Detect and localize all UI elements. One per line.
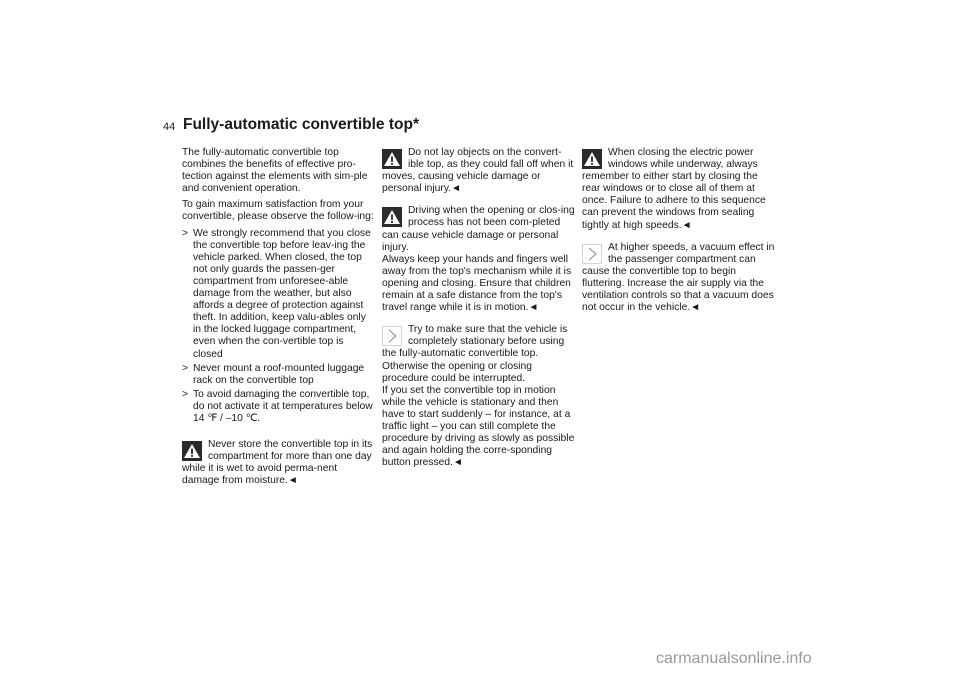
info-note [382,324,576,469]
bullet-text: We strongly recommend that you close the convertible top before leav-ing the vehicle parked. When closed, the top not only guards the passen-ger compartment from unforesee-able damage from the weather, but also affords a degree of protection against theft. In addition, keep valu-ables only in the locked luggage compartment, even when the con-vertible top is closed [193,227,371,360]
warning-triangle-icon [382,207,402,227]
bullet-marker: > [182,388,189,400]
list-item [182,228,376,361]
list-item [182,363,376,387]
bullet-text: Never mount a roof-mounted luggage rack on the convertible top [193,362,365,386]
end-mark: ◄ [681,219,692,231]
warning-note [382,147,576,195]
column-2 [382,147,576,475]
info-note [582,242,776,315]
warning-note [382,205,576,314]
column-1 [182,147,376,493]
warning-triangle-icon [582,149,602,169]
bullet-text: To avoid damaging the convertible top, do not activate it at temperatures below 14 ℉ / –10 ℃. [193,388,373,424]
bullet-marker: > [182,227,189,239]
end-mark: ◄ [287,475,298,487]
list-item [182,389,376,425]
warning-triangle-icon [382,149,402,169]
note-text-extra: If you set the convertible top in motion while the vehicle is stationary and then have to start suddenly – for instance, at a traffic light – you can still complete the procedure by driving as slowly as possible and again holding the corre-sponding button pressed. [382,384,575,469]
warning-note [182,439,376,487]
warning-text: Driving when the opening or clos-ing process has not been com-pleted can cause vehicle damage or personal injury. [382,205,575,253]
end-mark: ◄ [451,183,461,195]
bullet-marker: > [182,362,189,374]
page-title: Fully-automatic convertible top* [183,116,419,133]
column-3 [582,147,776,320]
warning-text: When closing the electric power windows while underway, always remember to either start by closing the rear windows or to close all of them at once. Failure to adhere to this sequence can prevent the windows from sealing tightly at high speeds. [582,147,766,231]
warning-note [582,147,776,232]
watermark: carmanualsonline.info [656,650,812,667]
end-mark: ◄ [528,302,539,314]
note-arrow-icon [382,326,402,346]
warning-triangle-icon [182,441,202,461]
warning-text: Never store the convertible top in its compartment for more than one day while it is wet to avoid perma-nent damage from moisture. [182,439,373,487]
note-text: At higher speeds, a vacuum effect in the passenger compartment can cause the convertible top to begin fluttering. Increase the air supply via the ventilation controls so that a vacuum does not occur in the vehicle. [582,241,775,314]
end-mark: ◄ [690,302,701,314]
warning-text: Do not lay objects on the convert-ible top, as they could fall off when it moves, causing vehicle damage or personal injury. [382,147,574,195]
page-number: 44 [163,121,176,133]
note-arrow-icon [582,244,602,264]
observe-paragraph: To gain maximum satisfaction from your convertible, please observe the follow-ing: [182,199,374,223]
warning-text-extra: Always keep your hands and fingers well away from the top's mechanism while it is opening and closing. Ensure that children remain at a safe distance from the top's travel range while it is in motion. [382,253,572,314]
bullet-list [182,228,376,426]
end-mark: ◄ [452,457,463,469]
note-text: Try to make sure that the vehicle is completely stationary before using the fully-automatic convertible top. Otherwise the opening or closing procedure could be interrupted. [382,324,568,384]
intro-paragraph: The fully-automatic convertible top combines the benefits of effective pro-tection against the elements with sim-ple and convenient operation. [182,147,368,195]
